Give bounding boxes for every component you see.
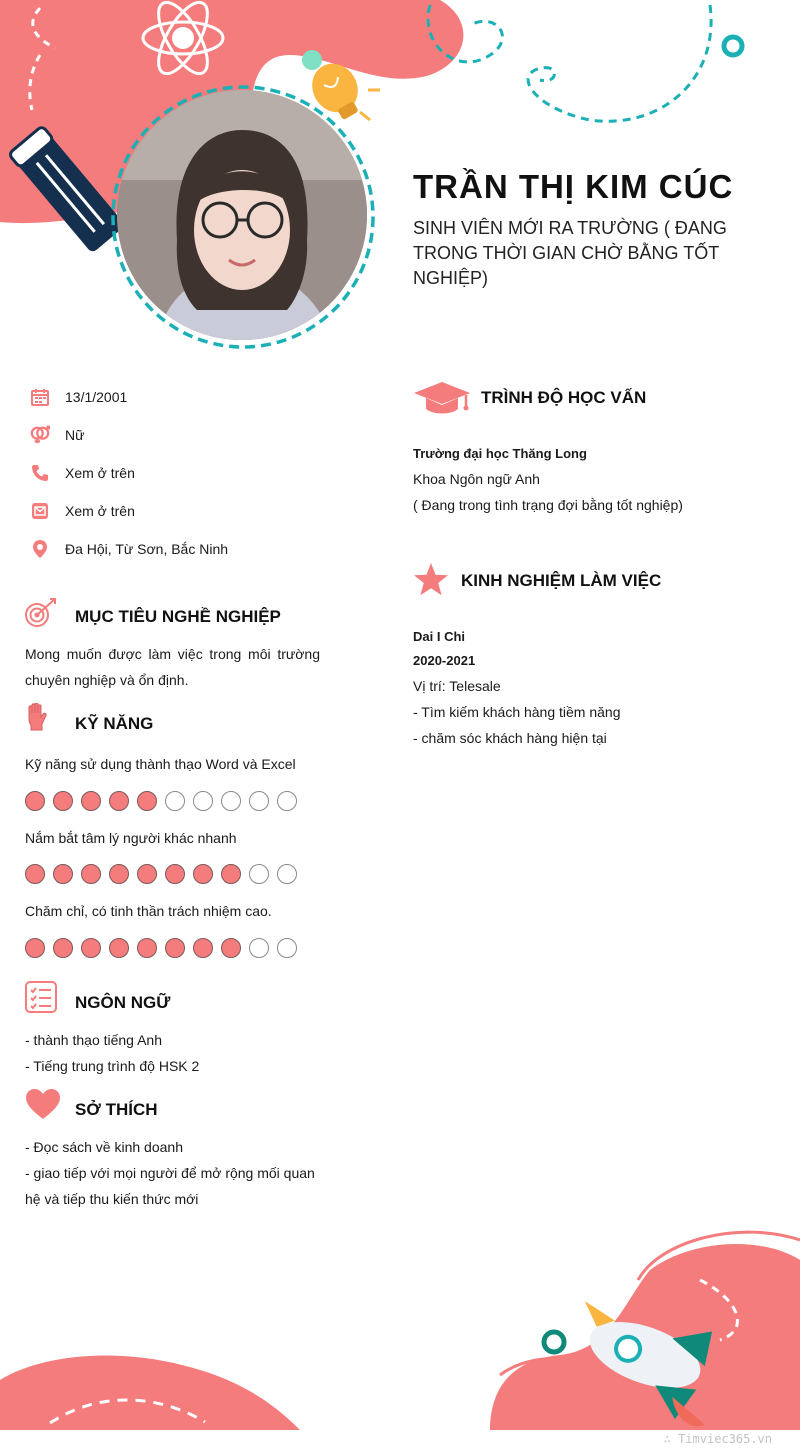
skill-rating-3 — [25, 938, 297, 958]
objective-line-1: Mong muốn được làm việc trong môi trường — [25, 646, 320, 662]
avatar — [117, 90, 367, 340]
rating-dot-filled — [221, 938, 241, 958]
phone-value: Xem ở trên — [65, 465, 135, 481]
gender-value: Nữ — [65, 427, 85, 443]
rating-dot-filled — [53, 938, 73, 958]
education-faculty: Khoa Ngôn ngữ Anh — [413, 471, 540, 487]
rating-dot-empty — [277, 938, 297, 958]
rating-dot-empty — [277, 791, 297, 811]
rating-dot-filled — [165, 938, 185, 958]
skill-label-2: Nắm bắt tâm lý người khác nhanh — [25, 830, 237, 846]
skill-rating-1 — [25, 791, 297, 811]
rating-dot-filled — [193, 864, 213, 884]
objective-title: MỤC TIÊU NGHỀ NGHIỆP — [75, 607, 281, 626]
objective-line-2: chuyên nghiệp và ổn định. — [25, 672, 189, 688]
rating-dot-filled — [25, 938, 45, 958]
rating-dot-empty — [249, 791, 269, 811]
rating-dot-empty — [249, 864, 269, 884]
calendar-icon — [30, 387, 50, 407]
rating-dot-filled — [53, 791, 73, 811]
rating-dot-filled — [109, 791, 129, 811]
education-school: Trường đại học Thăng Long — [413, 446, 587, 461]
rating-dot-filled — [165, 864, 185, 884]
info-birthdate — [30, 385, 127, 409]
language-item-1: - thành thạo tiếng Anh — [25, 1032, 162, 1048]
experience-title: KINH NGHIỆM LÀM VIỆC — [461, 571, 662, 590]
skill-label-3: Chăm chỉ, có tinh thần trách nhiệm cao. — [25, 903, 272, 919]
birthdate-value: 13/1/2001 — [65, 389, 128, 405]
rating-dot-filled — [25, 864, 45, 884]
email-icon — [30, 501, 50, 521]
candidate-subtitle: SINH VIÊN MỚI RA TRƯỜNG ( ĐANG TRONG THỜI GIAN CHỜ BẰNG TỐT NGHIỆP) — [413, 218, 727, 288]
hobbies-title: SỞ THÍCH — [75, 1100, 158, 1119]
education-note: ( Đang trong tình trạng đợi bằng tốt nghiệp) — [413, 497, 683, 513]
rating-dot-filled — [137, 938, 157, 958]
education-title: TRÌNH ĐỘ HỌC VẤN — [481, 388, 647, 407]
rating-dot-filled — [221, 864, 241, 884]
experience-company: Dai I Chi — [413, 629, 466, 644]
hand-icon — [25, 702, 49, 732]
skill-label-1: Kỹ năng sử dụng thành thạo Word và Excel — [25, 756, 296, 772]
rating-dot-filled — [137, 864, 157, 884]
skill-rating-2 — [25, 864, 297, 884]
info-phone — [30, 461, 135, 485]
languages-title: NGÔN NGỮ — [75, 993, 171, 1012]
portrait-image — [117, 90, 367, 340]
experience-position: Vị trí: Telesale — [413, 678, 501, 694]
rating-dot-empty — [277, 864, 297, 884]
rating-dot-filled — [53, 864, 73, 884]
checklist-icon — [25, 981, 57, 1013]
gender-icon — [30, 425, 50, 445]
rating-dot-empty — [221, 791, 241, 811]
rating-dot-filled — [109, 938, 129, 958]
rating-dot-empty — [193, 791, 213, 811]
experience-task-1: - Tìm kiếm khách hàng tiềm năng — [413, 704, 621, 720]
heart-icon — [25, 1088, 61, 1120]
footer-brand: ∴ Timviec365.vn — [663, 1432, 772, 1446]
hobby-item-1: - Đọc sách về kinh doanh — [25, 1139, 183, 1155]
target-icon — [24, 597, 58, 629]
rating-dot-filled — [81, 791, 101, 811]
info-gender — [30, 423, 84, 447]
location-pin-icon — [30, 539, 50, 559]
rating-dot-filled — [81, 864, 101, 884]
info-email — [30, 499, 135, 523]
hobby-item-3: hệ và tiếp thu kiến thức mới — [25, 1191, 199, 1207]
graduation-cap-icon — [413, 380, 471, 416]
candidate-name: TRẦN THỊ KIM CÚC — [413, 168, 734, 205]
rating-dot-filled — [137, 791, 157, 811]
email-value: Xem ở trên — [65, 503, 135, 519]
experience-period: 2020-2021 — [413, 653, 476, 668]
info-address — [30, 537, 228, 561]
objective-text — [25, 641, 320, 693]
rating-dot-empty — [165, 791, 185, 811]
experience-task-2: - chăm sóc khách hàng hiện tại — [413, 730, 607, 746]
phone-icon — [30, 463, 50, 483]
rating-dot-filled — [81, 938, 101, 958]
language-item-2: - Tiếng trung trình độ HSK 2 — [25, 1058, 200, 1074]
rating-dot-filled — [109, 864, 129, 884]
address-value: Đa Hội, Từ Sơn, Bắc Ninh — [65, 541, 229, 557]
rating-dot-filled — [193, 938, 213, 958]
skills-title: KỸ NĂNG — [75, 714, 154, 733]
rating-dot-filled — [25, 791, 45, 811]
rating-dot-empty — [249, 938, 269, 958]
star-icon — [413, 562, 449, 598]
hobby-item-2: - giao tiếp với mọi người để mở rộng mối quan — [25, 1165, 315, 1181]
